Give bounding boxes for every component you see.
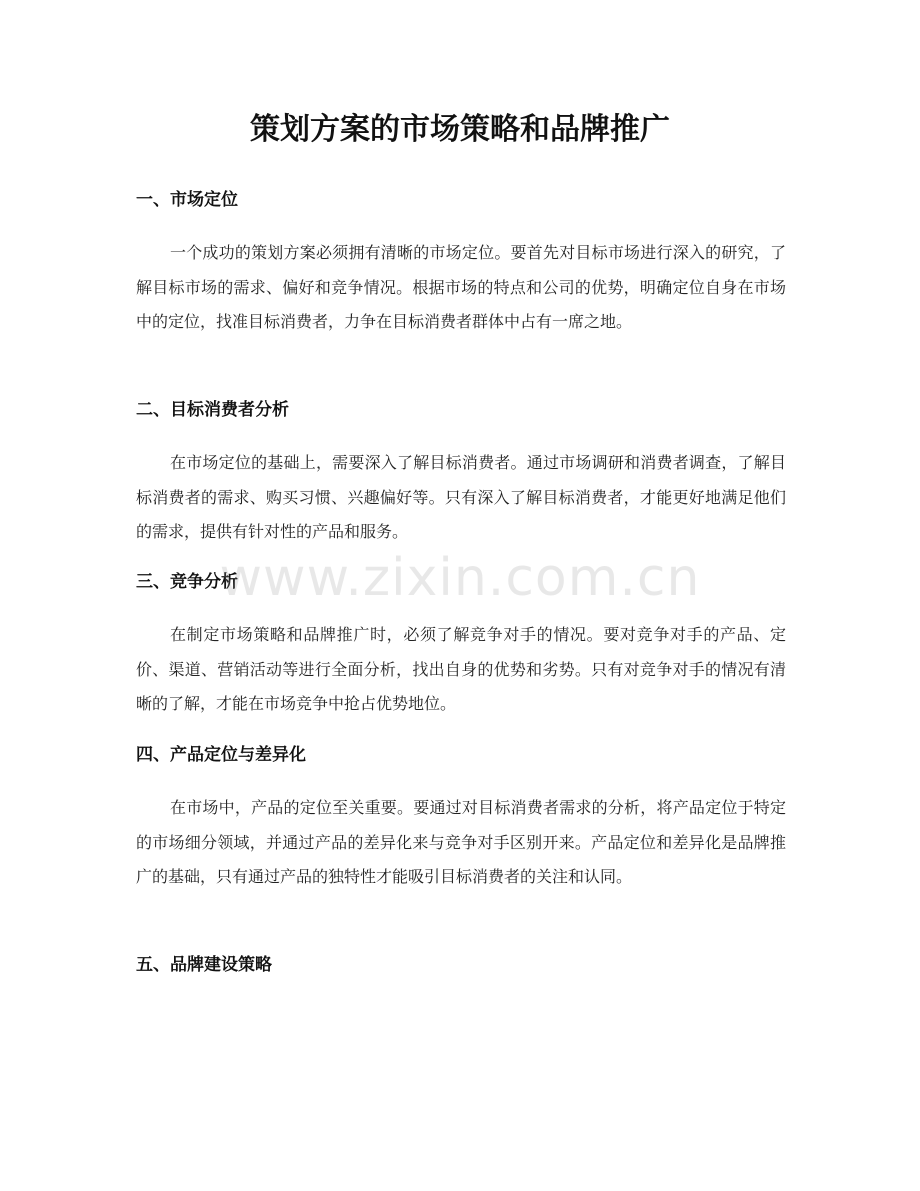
section-product-positioning	[136, 741, 786, 895]
section-paragraph: 一个成功的策划方案必须拥有清晰的市场定位。要首先对目标市场进行深入的研究，了解目标市场的需求、偏好和竞争情况。根据市场的特点和公司的优势，明确定位自身在市场中的定位，找准目标消费者，力争在目标消费者群体中占有一席之地。	[136, 243, 786, 331]
section-brand-building	[136, 951, 786, 979]
section-target-consumer-analysis	[136, 396, 786, 550]
section-heading: 二、目标消费者分析	[136, 400, 289, 420]
section-competition-analysis	[136, 568, 786, 722]
section-paragraph: 在市场中，产品的定位至关重要。要通过对目标消费者需求的分析，将产品定位于特定的市场细分领域，并通过产品的差异化来与竞争对手区别开来。产品定位和差异化是品牌推广的基础，只有通过产品的独特性才能吸引目标消费者的关注和认同。	[136, 798, 786, 886]
section-paragraph: 在制定市场策略和品牌推广时，必须了解竞争对手的情况。要对竞争对手的产品、定价、渠道、营销活动等进行全面分析，找出自身的优势和劣势。只有对竞争对手的情况有清晰的了解，才能在市场竞争中抢占优势地位。	[136, 625, 786, 713]
section-heading: 三、竞争分析	[136, 572, 238, 592]
section-paragraph: 在市场定位的基础上，需要深入了解目标消费者。通过市场调研和消费者调查，了解目标消费者的需求、购买习惯、兴趣偏好等。只有深入了解目标消费者，才能更好地满足他们的需求，提供有针对性的产品和服务。	[136, 453, 786, 541]
section-heading: 一、市场定位	[136, 190, 238, 210]
watermark: www.zixin.com.cn	[219, 548, 701, 608]
section-heading: 四、产品定位与差异化	[136, 745, 306, 765]
section-heading: 五、品牌建设策略	[136, 955, 272, 975]
page-title: 策划方案的市场策略和品牌推广	[250, 112, 670, 147]
section-market-positioning	[136, 186, 786, 340]
